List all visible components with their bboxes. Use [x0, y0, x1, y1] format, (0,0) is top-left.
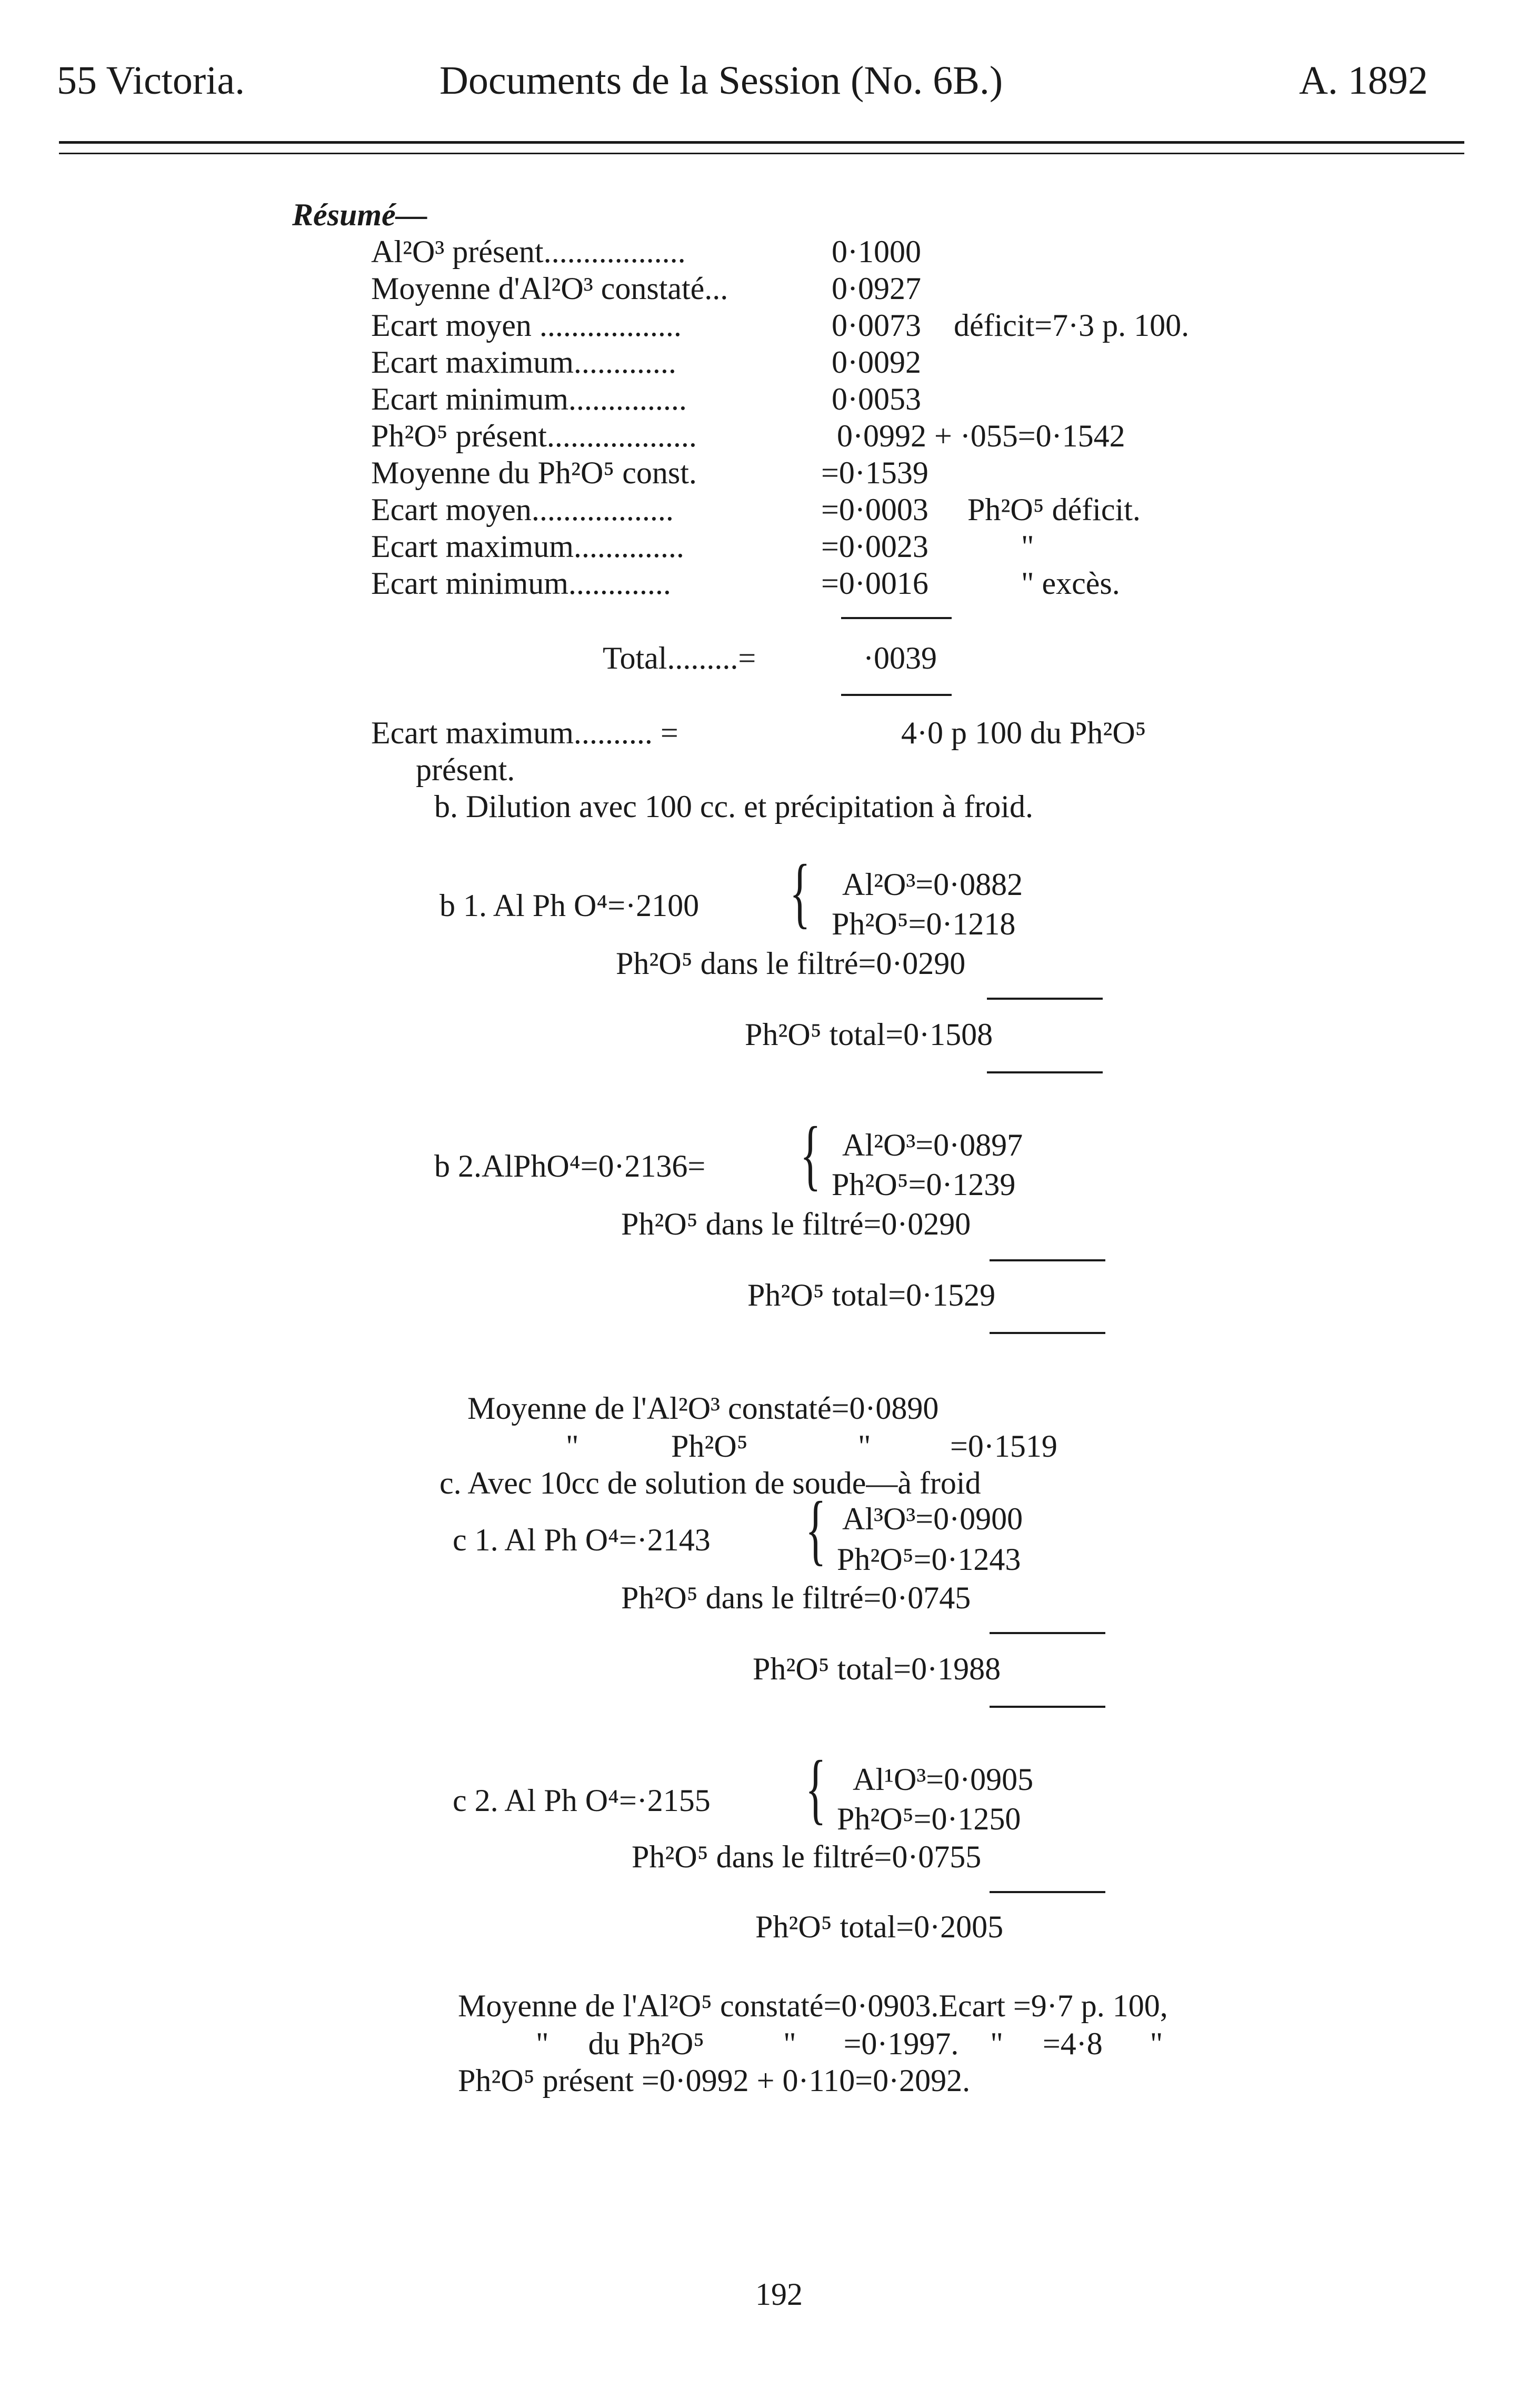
total-value: ·0039	[863, 641, 937, 675]
b2-rule-bottom	[990, 1332, 1105, 1334]
b1-label: b 1. Al Ph O⁴=·2100	[440, 888, 700, 923]
header-right: A. 1892	[1299, 58, 1428, 103]
b2-al: Al²O³=0·0897	[842, 1128, 1023, 1162]
c2-label: c 2. Al Ph O⁴=·2155	[453, 1783, 711, 1818]
brace-icon: {	[790, 849, 811, 936]
moyenne-b-val: =0·1519	[950, 1429, 1057, 1464]
b2-total: Ph²O⁵ total=0·1529	[747, 1278, 996, 1312]
b1-al: Al²O³=0·0882	[842, 867, 1023, 902]
b1-ph: Ph²O⁵=0·1218	[832, 907, 1016, 941]
b2-label: b 2.AlPhO⁴=0·2136=	[434, 1149, 706, 1183]
c2-total: Ph²O⁵ total=0·2005	[755, 1909, 1004, 1944]
document-page: 55 Victoria. Documents de la Session (No. 6B.) A. 1892 Résumé— Al²O³ présent.................. 0·1000 Moyenne d'Al²O³ constaté... 0·0927 Ecart moyen .................. 0·0073 déficit=7·3 p. 100. Ecart maximum............. 0·0092 Ecart minimum............... 0·0053 Ph²O⁵ présent................... 0·0992 + ·055=0·1542 Moyenne du Ph²O⁵ const. =0·1539 Ecart moyen.................. =0·0003 Ph²O⁵ déficit. Ecart maximum.............. =0·0023 " Ecart minimum............. =0·0016 " excès. Total.........= ·0039 Ecart maximum.......... = 4·0 p 100 du Ph²O⁵ présent. b. Dilution avec 100 cc. et précipitation à froid. b 1. Al Ph O⁴=·2100 { Al²O³=0·0882 Ph²O⁵=0·1218 Ph²O⁵ dans le filtré=0·0290 Ph²O⁵ total=0·1508 b 2.AlPhO⁴=0·2136= { Al²O³=0·0897 Ph²O⁵=0·1239 Ph²O⁵ dans le filtré=0·0290 Ph²O⁵ total=0·1529 Moyenne de l'Al²O³ constaté=0·0890 " Ph²O⁵ " =0·1519 c. Avec 10cc de solution de soude—à froid c 1. Al Ph O⁴=·2143 { Al³O³=0·0900 Ph²O⁵=0·1243 Ph²O⁵ dans le filtré=0·0745 Ph²O⁵ total=0·1988 c 2. Al Ph O⁴=·2155 { Al¹O³=0·0905 Ph²O⁵=0·1250 Ph²O⁵ dans le filtré=0·0755 Ph²O⁵ total=0·2005 Moyenne de l'Al²O⁵ constaté=0·0903.Ecart =9·7 p. 100, " du Ph²O⁵ " =0·1997. " =4·8 " Ph²O⁵ présent =0·0992 + 0·110=0·2092. 192	[0, 0, 1528, 2408]
b1-total: Ph²O⁵ total=0·1508	[745, 1017, 993, 1052]
ecart-max-label: Ecart maximum.......... =	[371, 715, 678, 750]
ecart-max-value: 4·0 p 100 du Ph²O⁵	[901, 715, 1146, 750]
moyenne-c-line1: Moyenne de l'Al²O⁵ constaté=0·0903.Ecart =9·7 p. 100,	[458, 1988, 1168, 2023]
c-heading: c. Avec 10cc de solution de soude—à froid	[440, 1466, 981, 1500]
b2-rule-top	[990, 1259, 1105, 1261]
c1-rule-top	[990, 1632, 1105, 1634]
resume-heading: Résumé—	[292, 197, 427, 232]
brace-icon: {	[805, 1745, 826, 1832]
c1-al: Al³O³=0·0900	[842, 1501, 1023, 1536]
header-rule-top	[59, 141, 1464, 144]
b2-filtre: Ph²O⁵ dans le filtré=0·0290	[621, 1207, 971, 1241]
header-center: Documents de la Session (No. 6B.)	[440, 58, 1003, 103]
total-rule-top	[841, 617, 952, 619]
b-heading: b. Dilution avec 100 cc. et précipitation à froid.	[434, 789, 1033, 824]
c1-total: Ph²O⁵ total=0·1988	[753, 1651, 1001, 1686]
c2-rule-top	[990, 1891, 1105, 1893]
moyenne-c-line3: Ph²O⁵ présent =0·0992 + 0·110=0·2092.	[458, 2063, 971, 2098]
moyenne-b-q1: "	[566, 1429, 579, 1464]
c1-label: c 1. Al Ph O⁴=·2143	[453, 1523, 711, 1557]
brace-icon: {	[805, 1486, 826, 1573]
moyenne-b-q2: "	[858, 1429, 871, 1464]
ecart-max-cont: présent.	[416, 752, 515, 787]
header-left: 55 Victoria.	[57, 58, 245, 103]
b2-ph: Ph²O⁵=0·1239	[832, 1167, 1016, 1202]
total-label: Total.........=	[603, 641, 756, 675]
c2-al: Al¹O³=0·0905	[853, 1762, 1034, 1797]
header-rule-bottom	[59, 153, 1464, 154]
b1-filtre: Ph²O⁵ dans le filtré=0·0290	[616, 946, 966, 981]
page-number: 192	[755, 2277, 803, 2312]
b1-rule-top	[987, 998, 1103, 1000]
c1-filtre: Ph²O⁵ dans le filtré=0·0745	[621, 1580, 971, 1615]
total-rule-bottom	[841, 694, 952, 696]
moyenne-b-ph: Ph²O⁵	[671, 1429, 748, 1464]
c2-filtre: Ph²O⁵ dans le filtré=0·0755	[632, 1839, 982, 1874]
brace-icon: {	[800, 1111, 821, 1198]
moyenne-c-line2: " du Ph²O⁵ " =0·1997. " =4·8 "	[536, 2026, 1163, 2061]
moyenne-b-line1: Moyenne de l'Al²O³ constaté=0·0890	[467, 1391, 939, 1426]
c1-ph: Ph²O⁵=0·1243	[837, 1542, 1021, 1577]
c2-ph: Ph²O⁵=0·1250	[837, 1802, 1021, 1836]
b1-rule-bottom	[987, 1071, 1103, 1073]
c1-rule-bottom	[990, 1706, 1105, 1708]
